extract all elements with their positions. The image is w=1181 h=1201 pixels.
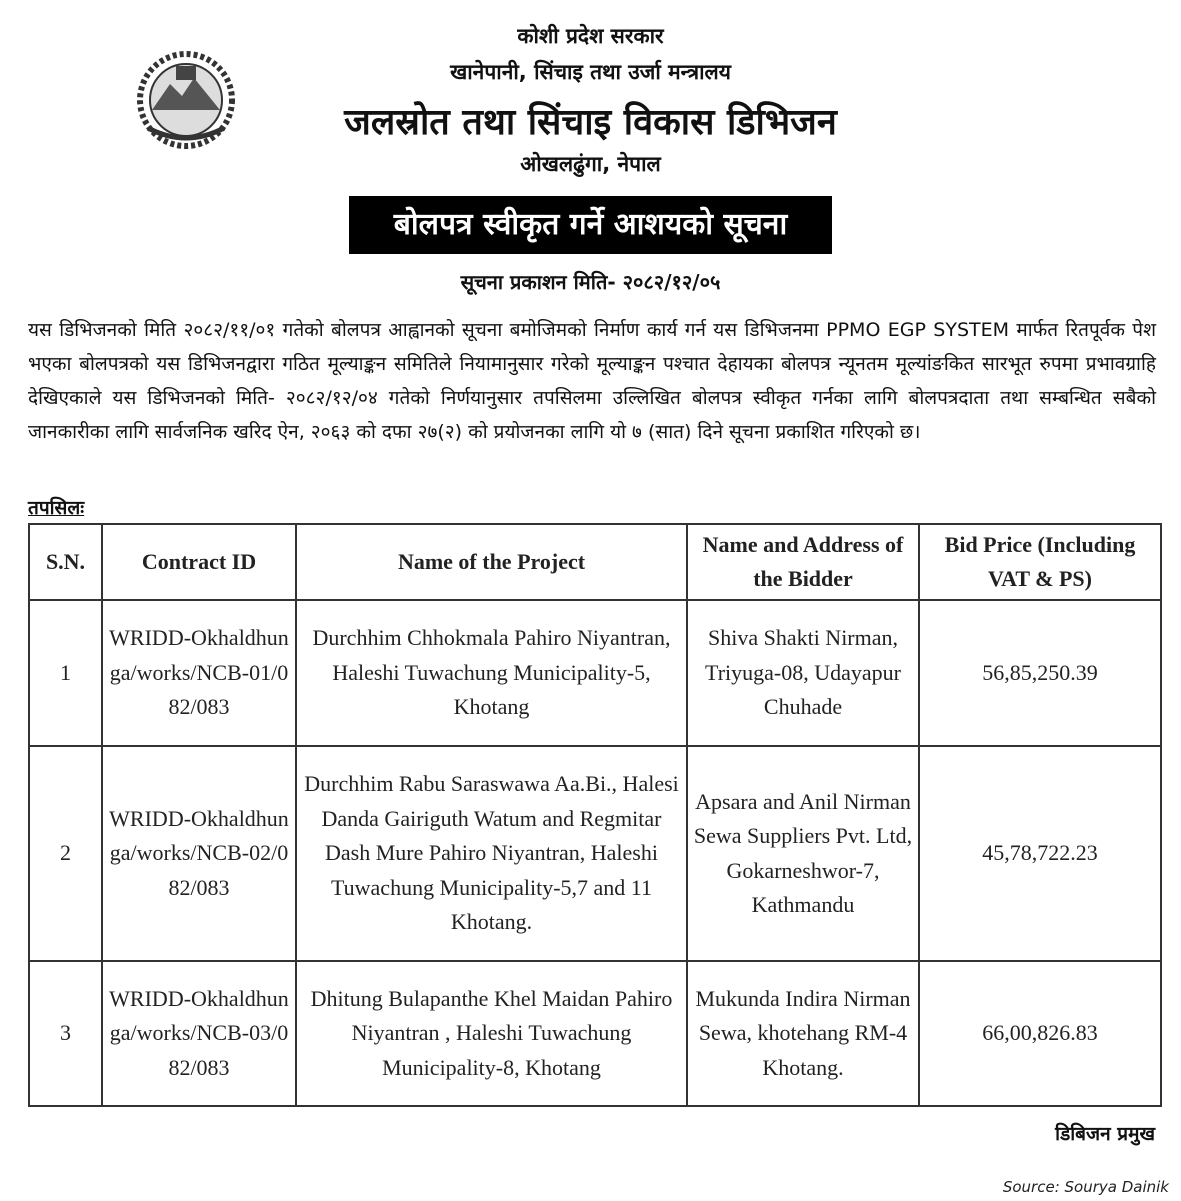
source-credit: Source: Sourya Dainik [1002,1178,1169,1196]
cell-contract-id: WRIDD-Okhaldhunga/works/NCB-03/082/083 [102,961,296,1106]
ministry-name: खानेपानी, सिंचाइ तथा उर्जा मन्त्रालय [450,60,731,84]
cell-contract-id: WRIDD-Okhaldhunga/works/NCB-01/082/083 [102,600,296,746]
header-contract-id: Contract ID [102,524,296,600]
schedule-label: तपसिलः [28,497,85,519]
cell-bidder: Shiva Shakti Nirman, Triyuga-08, Udayapur Chuhade [687,600,919,746]
cell-bidder: Apsara and Anil Nirman Sewa Suppliers Pvt. Ltd, Gokarneshwor-7, Kathmandu [687,746,919,961]
table-header-row [29,524,1161,600]
cell-sn: 2 [29,746,102,961]
division-location: ओखलढुंगा, नेपाल [520,152,661,176]
cell-bidder: Mukunda Indira Nirman Sewa, khotehang RM-4 Khotang. [687,961,919,1106]
cell-price: 56,85,250.39 [919,600,1161,746]
header-bid-price: Bid Price (Including VAT & PS) [919,524,1161,600]
signatory: डिबिजन प्रमुख [1055,1123,1155,1145]
header-project: Name of the Project [296,524,687,600]
table-row [29,746,1161,961]
cell-project: Durchhim Rabu Saraswawa Aa.Bi., Halesi Danda Gairiguth Watum and Regmitar Dash Mure Pahiro Niyantran, Haleshi Tuwachung Municipality-5,7 and 11 Khotang. [296,746,687,961]
cell-sn: 1 [29,600,102,746]
header-sn: S.N. [29,524,102,600]
notice-paragraph: यस डिभिजनको मिति २०८२/११/०१ गतेको बोलपत्र आह्वानको सूचना बमोजिमको निर्माण कार्य गर्न यस डिभिजनमा PPMO EGP SYSTEM मार्फत रितपूर्वक पेश भएका बोलपत्रको यस डिभिजनद्वारा गठित मूल्याङ्कन समितिले नियामानुसार गरेको मूल्याङ्कन पश्चात देहायका बोलपत्र न्यूनतम मूल्यांङकित सारभूत रुपमा प्रभावग्राहि देखिएकाले यस डिभिजनको मिति- २०८२/१२/०४ गतेको निर्णयानुसार तपसिलमा उल्लिखित बोलपत्र स्वीकृत गर्नका लागि बोलपत्रदाता तथा सम्बन्धित सबैको जानकारीका लागि सार्वजनिक खरिद ऐन, २०६३ को दफा २७(२) को प्रयोजनका लागि यो ७ (सात) दिने सूचना प्रकाशित गरिएको छ। [28,319,1156,443]
table-row [29,600,1161,746]
cell-contract-id: WRIDD-Okhaldhunga/works/NCB-02/082/083 [102,746,296,961]
cell-project: Dhitung Bulapanthe Khel Maidan Pahiro Niyantran , Haleshi Tuwachung Municipality-8, Khotang [296,961,687,1106]
cell-project: Durchhim Chhokmala Pahiro Niyantran, Haleshi Tuwachung Municipality-5, Khotang [296,600,687,746]
publish-date: सूचना प्रकाशन मिति- २०८२/१२/०५ [460,270,721,294]
notice-title-banner: बोलपत्र स्वीकृत गर्ने आशयको सूचना [349,196,832,254]
bid-table [28,523,1162,1107]
table-row [29,961,1161,1106]
division-name: जलस्रोत तथा सिंचाइ विकास डिभिजन [344,102,837,143]
header-bidder: Name and Address of the Bidder [687,524,919,600]
cell-price: 45,78,722.23 [919,746,1161,961]
government-name: कोशी प्रदेश सरकार [517,24,664,48]
cell-sn: 3 [29,961,102,1106]
cell-price: 66,00,826.83 [919,961,1161,1106]
